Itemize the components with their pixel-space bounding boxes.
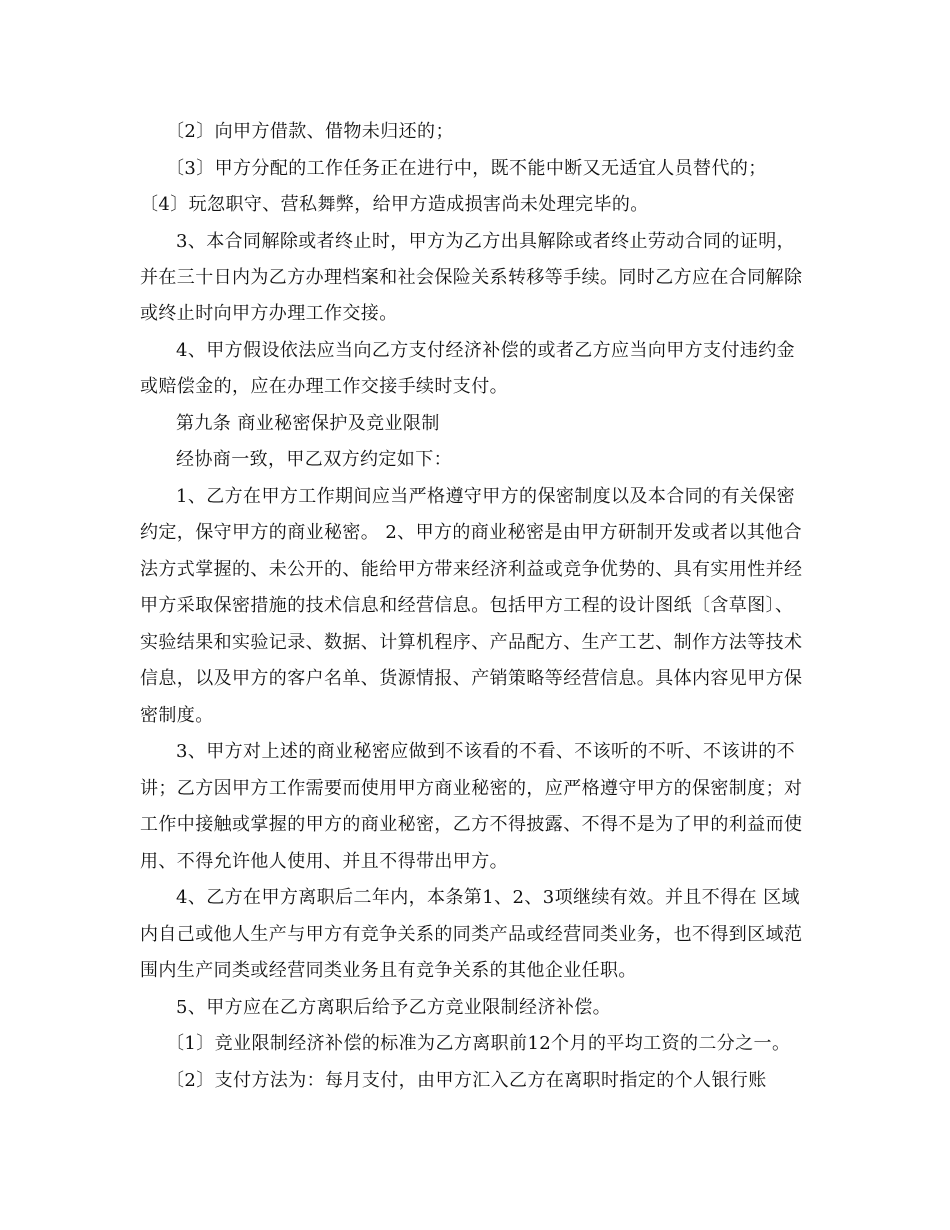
text-line-25: 5、甲方应在乙方离职后给予乙方竞业限制经济补偿。	[176, 997, 612, 1018]
text-line-14: 甲方采取保密措施的技术信息和经营信息。包括甲方工程的设计图纸〔含草图〕、	[140, 595, 794, 616]
text-line-22: 4、乙方在甲方离职后二年内，本条第1、2、3项继续有效。并且不得在 区域	[176, 887, 800, 908]
text-line-4: 3、本合同解除或者终止时，甲方为乙方出具解除或者终止劳动合同的证明，	[176, 231, 796, 252]
text-line-1: 〔2〕向甲方借款、借物未归还的；	[166, 121, 454, 142]
text-line-2: 〔3〕甲方分配的工作任务正在进行中，既不能中断又无适宜人员替代的；	[166, 158, 767, 179]
text-line-11: 1、乙方在甲方工作期间应当严格遵守甲方的保密制度以及本合同的有关保密	[176, 486, 796, 507]
text-line-20: 工作中接触或掌握的甲方的商业秘密，乙方不得披露、不得不是为了甲的利益而使	[140, 814, 803, 835]
section-heading: 第九条 商业秘密保护及竞业限制	[176, 413, 440, 434]
text-line-7: 4、甲方假设依法应当向乙方支付经济补偿的或者乙方应当向甲方支付违约金	[176, 340, 796, 361]
text-line-16: 信息，以及甲方的客户名单、货源情报、产销策略等经营信息。具体内容见甲方保	[140, 668, 803, 689]
text-line-13: 法方式掌握的、未公开的、能给甲方带来经济利益或竞争优势的、具有实用性并经	[140, 559, 803, 580]
text-line-15: 实验结果和实验记录、数据、计算机程序、产品配方、生产工艺、制作方法等技术	[140, 632, 803, 653]
text-line-17: 密制度。	[140, 705, 214, 726]
text-line-26: 〔1〕竞业限制经济补偿的标准为乙方离职前12个月的平均工资的二分之一。	[166, 1033, 791, 1054]
text-line-3: 〔4〕玩忽职守、营私舞弊，给甲方造成损害尚未处理完毕的。	[140, 194, 649, 215]
text-line-10: 经协商一致，甲乙双方约定如下：	[176, 449, 452, 470]
text-line-5: 并在三十日内为乙方办理档案和社会保险关系转移等手续。同时乙方应在合同解除	[140, 267, 803, 288]
text-line-19: 讲；乙方因甲方工作需要而使用甲方商业秘密的，应严格遵守甲方的保密制度；对	[140, 778, 803, 799]
text-line-27: 〔2〕支付方法为：每月支付，由甲方汇入乙方在离职时指定的个人银行账	[166, 1070, 767, 1091]
text-line-21: 用、不得允许他人使用、并且不得带出甲方。	[140, 851, 508, 872]
text-line-24: 围内生产同类或经营同类业务且有竞争关系的其他企业任职。	[140, 960, 637, 981]
text-line-8: 或赔偿金的，应在办理工作交接手续时支付。	[140, 376, 508, 397]
text-line-23: 内自己或他人生产与甲方有竞争关系的同类产品或经营同类业务，也不得到区域范	[140, 924, 803, 945]
text-line-6: 或终止时向甲方办理工作交接。	[140, 303, 398, 324]
text-line-12: 约定，保守甲方的商业秘密。 2、甲方的商业秘密是由甲方研制开发或者以其他合	[140, 522, 802, 543]
text-line-18: 3、甲方对上述的商业秘密应做到不该看的不看、不该听的不听、不该讲的不	[176, 741, 796, 762]
